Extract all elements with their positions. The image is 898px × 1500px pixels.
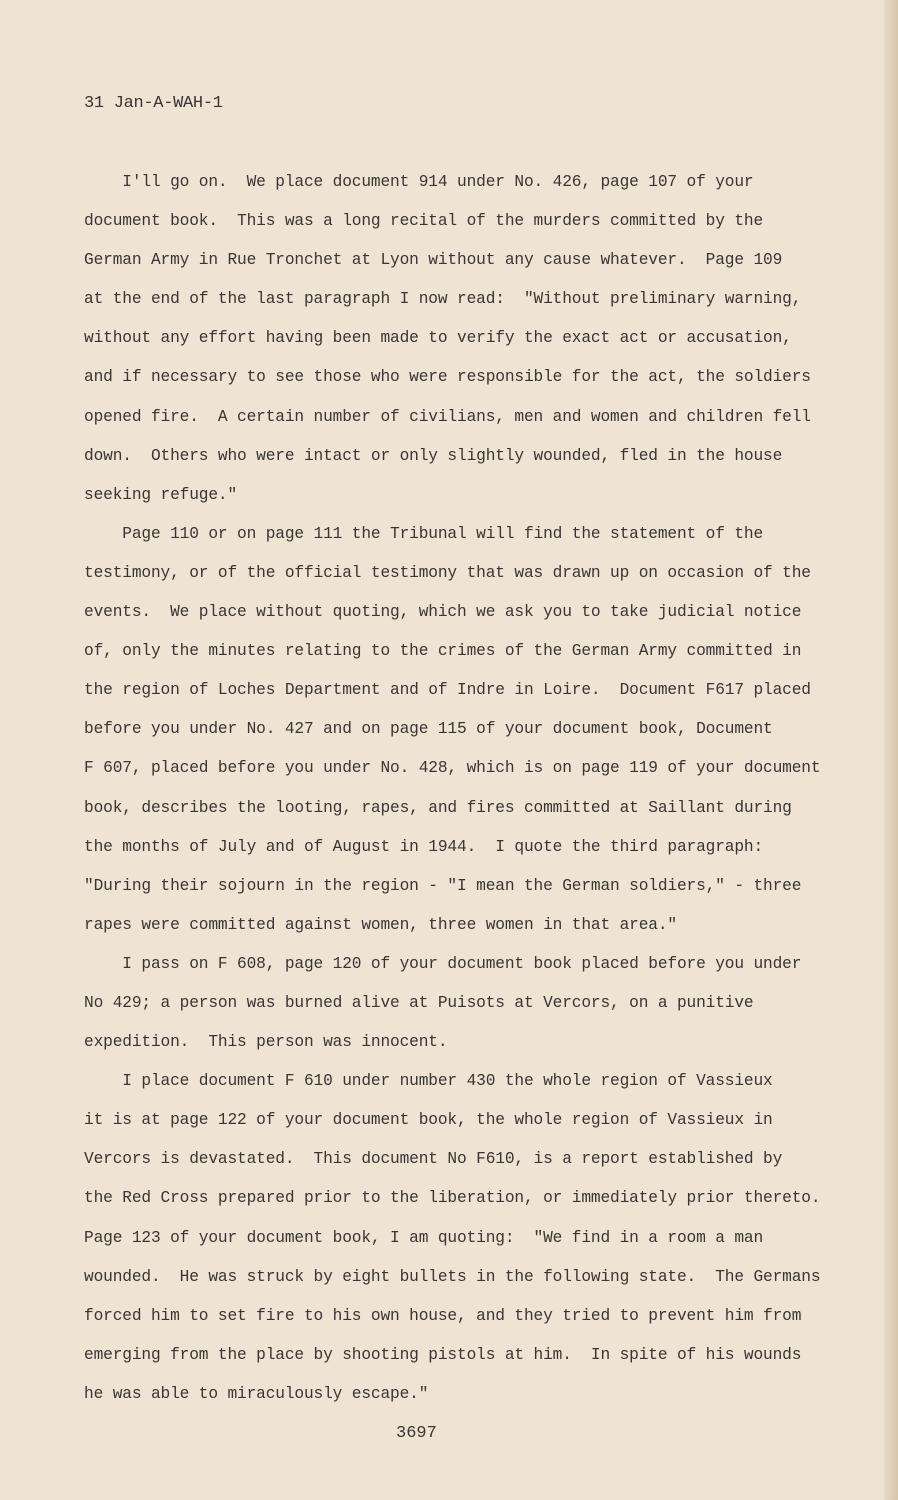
- text-line: No 429; a person was burned alive at Puisots at Vercors, on a punitive: [84, 993, 754, 1012]
- text-line: wounded. He was struck by eight bullets in the following state. The Germans: [84, 1267, 821, 1286]
- transcript-body: [84, 163, 844, 1414]
- text-line: forced him to set fire to his own house, and they tried to prevent him from: [84, 1306, 802, 1325]
- text-line: the months of July and of August in 1944. I quote the third paragraph:: [84, 837, 764, 856]
- text-line: Page 110 or on page 111 the Tribunal will find the statement of the: [84, 524, 764, 543]
- text-line: without any effort having been made to verify the exact act or accusation,: [84, 329, 792, 348]
- text-line: Vercors is devastated. This document No F610, is a report established by: [84, 1150, 783, 1169]
- text-line: before you under No. 427 and on page 115 of your document book, Document: [84, 720, 773, 739]
- text-line: emerging from the place by shooting pistols at him. In spite of his wounds: [84, 1345, 802, 1364]
- text-line: I place document F 610 under number 430 the whole region of Vassieux: [84, 1072, 773, 1091]
- text-line: of, only the minutes relating to the crimes of the German Army committed in: [84, 642, 802, 661]
- text-line: the region of Loches Department and of Indre in Loire. Document F617 placed: [84, 681, 811, 700]
- text-line: down. Others who were intact or only slightly wounded, fled in the house: [84, 446, 783, 465]
- text-line: book, describes the looting, rapes, and fires committed at Saillant during: [84, 798, 792, 817]
- page-number: 3697: [396, 1424, 437, 1443]
- text-line: rapes were committed against women, three women in that area.": [84, 915, 677, 934]
- text-line: at the end of the last paragraph I now read: "Without preliminary warning,: [84, 290, 802, 309]
- text-line: the Red Cross prepared prior to the liberation, or immediately prior thereto.: [84, 1189, 821, 1208]
- text-line: Page 123 of your document book, I am quoting: "We find in a room a man: [84, 1228, 764, 1247]
- text-line: I'll go on. We place document 914 under No. 426, page 107 of your: [84, 173, 754, 191]
- text-line: document book. This was a long recital of the murders committed by the: [84, 212, 764, 231]
- document-reference-header: 31 Jan-A-WAH-1: [84, 94, 223, 113]
- text-line: seeking refuge.": [84, 485, 238, 504]
- text-line: and if necessary to see those who were responsible for the act, the soldiers: [84, 368, 811, 387]
- text-line: German Army in Rue Tronchet at Lyon without any cause whatever. Page 109: [84, 251, 783, 270]
- page-edge-shadow: [884, 0, 898, 1500]
- text-line: F 607, placed before you under No. 428, which is on page 119 of your document: [84, 759, 821, 778]
- text-line: I pass on F 608, page 120 of your document book placed before you under: [84, 954, 802, 973]
- text-line: opened fire. A certain number of civilians, men and women and children fell: [84, 407, 811, 426]
- text-line: he was able to miraculously escape.": [84, 1384, 429, 1403]
- text-line: expedition. This person was innocent.: [84, 1033, 448, 1052]
- text-line: events. We place without quoting, which we ask you to take judicial notice: [84, 603, 802, 622]
- text-line: "During their sojourn in the region - "I mean the German soldiers," - three: [84, 876, 802, 895]
- text-line: testimony, or of the official testimony that was drawn up on occasion of the: [84, 563, 811, 582]
- text-line: it is at page 122 of your document book, the whole region of Vassieux in: [84, 1111, 773, 1130]
